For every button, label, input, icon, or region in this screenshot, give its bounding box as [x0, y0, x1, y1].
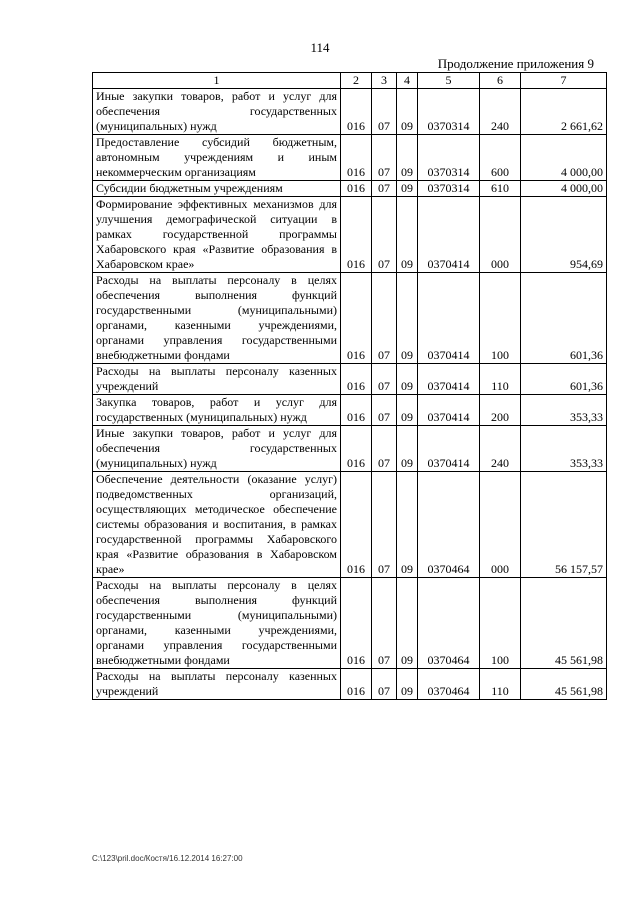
target-article-code: 0370464 — [418, 472, 480, 578]
expense-name: Формирование эффективных механизмов для улучшения демографической ситуации в рамках государственной программы Хабаровского края «Развитие образования в Хабаровском крае» — [93, 197, 341, 273]
subsection-code: 09 — [397, 181, 418, 197]
amount: 601,36 — [521, 364, 607, 395]
amount: 4 000,00 — [521, 181, 607, 197]
ministry-code: 016 — [341, 273, 372, 364]
ministry-code: 016 — [341, 669, 372, 700]
target-article-code: 0370414 — [418, 197, 480, 273]
section-code: 07 — [372, 273, 397, 364]
table-row — [93, 273, 607, 364]
expense-name: Расходы на выплаты персоналу казенных учреждений — [93, 364, 341, 395]
section-code: 07 — [372, 364, 397, 395]
expense-type-code: 240 — [480, 426, 521, 472]
expense-type-code: 610 — [480, 181, 521, 197]
table-row — [93, 426, 607, 472]
ministry-code: 016 — [341, 395, 372, 426]
budget-table — [92, 72, 607, 700]
expense-type-code: 100 — [480, 273, 521, 364]
table-header-row — [93, 73, 607, 89]
expense-type-code: 000 — [480, 197, 521, 273]
amount: 2 661,62 — [521, 89, 607, 135]
amount: 45 561,98 — [521, 578, 607, 669]
table-row — [93, 364, 607, 395]
expense-type-code: 100 — [480, 578, 521, 669]
column-header: 1 — [93, 73, 341, 89]
expense-name: Расходы на выплаты персоналу в целях обеспечения выполнения функций государственными (муниципальными) органами, казенными учреждениями, органами управления государственными внебюджетными фондами — [93, 578, 341, 669]
target-article-code: 0370414 — [418, 395, 480, 426]
amount: 353,33 — [521, 426, 607, 472]
table-row — [93, 472, 607, 578]
column-header: 4 — [397, 73, 418, 89]
amount: 601,36 — [521, 273, 607, 364]
expense-type-code: 110 — [480, 669, 521, 700]
target-article-code: 0370464 — [418, 578, 480, 669]
section-code: 07 — [372, 669, 397, 700]
expense-name: Расходы на выплаты персоналу в целях обеспечения выполнения функций государственными (муниципальными) органами, казенными учреждениями, органами управления государственными внебюджетными фондами — [93, 273, 341, 364]
section-code: 07 — [372, 578, 397, 669]
target-article-code: 0370464 — [418, 669, 480, 700]
expense-name: Иные закупки товаров, работ и услуг для обеспечения государственных (муниципальных) нужд — [93, 426, 341, 472]
amount: 56 157,57 — [521, 472, 607, 578]
section-code: 07 — [372, 395, 397, 426]
amount: 353,33 — [521, 395, 607, 426]
subsection-code: 09 — [397, 197, 418, 273]
expense-type-code: 000 — [480, 472, 521, 578]
expense-name: Субсидии бюджетным учреждениям — [93, 181, 341, 197]
appendix-continuation-label: Продолжение приложения 9 — [437, 56, 594, 71]
column-header: 6 — [480, 73, 521, 89]
target-article-code: 0370414 — [418, 426, 480, 472]
ministry-code: 016 — [341, 89, 372, 135]
expense-type-code: 240 — [480, 89, 521, 135]
ministry-code: 016 — [341, 472, 372, 578]
table-row — [93, 135, 607, 181]
ministry-code: 016 — [341, 181, 372, 197]
subsection-code: 09 — [397, 89, 418, 135]
ministry-code: 016 — [341, 197, 372, 273]
subsection-code: 09 — [397, 364, 418, 395]
amount: 954,69 — [521, 197, 607, 273]
expense-type-code: 600 — [480, 135, 521, 181]
table-row — [93, 669, 607, 700]
table-row — [93, 181, 607, 197]
target-article-code: 0370314 — [418, 89, 480, 135]
table-row — [93, 578, 607, 669]
expense-name: Обеспечение деятельности (оказание услуг) подведомственных организаций, осуществляющих методическое обеспечение системы образования и воспитания, в рамках государственной программы Хабаровского края «Развитие образования в Хабаровском крае» — [93, 472, 341, 578]
subsection-code: 09 — [397, 273, 418, 364]
expense-name: Иные закупки товаров, работ и услуг для обеспечения государственных (муниципальных) нужд — [93, 89, 341, 135]
table-row — [93, 395, 607, 426]
column-header: 5 — [418, 73, 480, 89]
target-article-code: 0370414 — [418, 364, 480, 395]
amount: 45 561,98 — [521, 669, 607, 700]
page-number: 114 — [310, 40, 330, 55]
section-code: 07 — [372, 426, 397, 472]
table-row — [93, 197, 607, 273]
section-code: 07 — [372, 181, 397, 197]
column-header: 7 — [521, 73, 607, 89]
section-code: 07 — [372, 135, 397, 181]
ministry-code: 016 — [341, 135, 372, 181]
subsection-code: 09 — [397, 472, 418, 578]
target-article-code: 0370314 — [418, 181, 480, 197]
column-header: 2 — [341, 73, 372, 89]
subsection-code: 09 — [397, 135, 418, 181]
amount: 4 000,00 — [521, 135, 607, 181]
ministry-code: 016 — [341, 426, 372, 472]
section-code: 07 — [372, 89, 397, 135]
target-article-code: 0370314 — [418, 135, 480, 181]
document-footer-path: C:\123\pril.doc/Костя/16.12.2014 16:27:00 — [92, 854, 243, 863]
target-article-code: 0370414 — [418, 273, 480, 364]
expense-name: Закупка товаров, работ и услуг для государственных (муниципальных) нужд — [93, 395, 341, 426]
section-code: 07 — [372, 197, 397, 273]
expense-name: Предоставление субсидий бюджетным, автономным учреждениям и иным некоммерческим организациям — [93, 135, 341, 181]
expense-type-code: 110 — [480, 364, 521, 395]
subsection-code: 09 — [397, 395, 418, 426]
expense-name: Расходы на выплаты персоналу казенных учреждений — [93, 669, 341, 700]
subsection-code: 09 — [397, 669, 418, 700]
expense-type-code: 200 — [480, 395, 521, 426]
table-row — [93, 89, 607, 135]
section-code: 07 — [372, 472, 397, 578]
ministry-code: 016 — [341, 578, 372, 669]
subsection-code: 09 — [397, 426, 418, 472]
subsection-code: 09 — [397, 578, 418, 669]
column-header: 3 — [372, 73, 397, 89]
ministry-code: 016 — [341, 364, 372, 395]
